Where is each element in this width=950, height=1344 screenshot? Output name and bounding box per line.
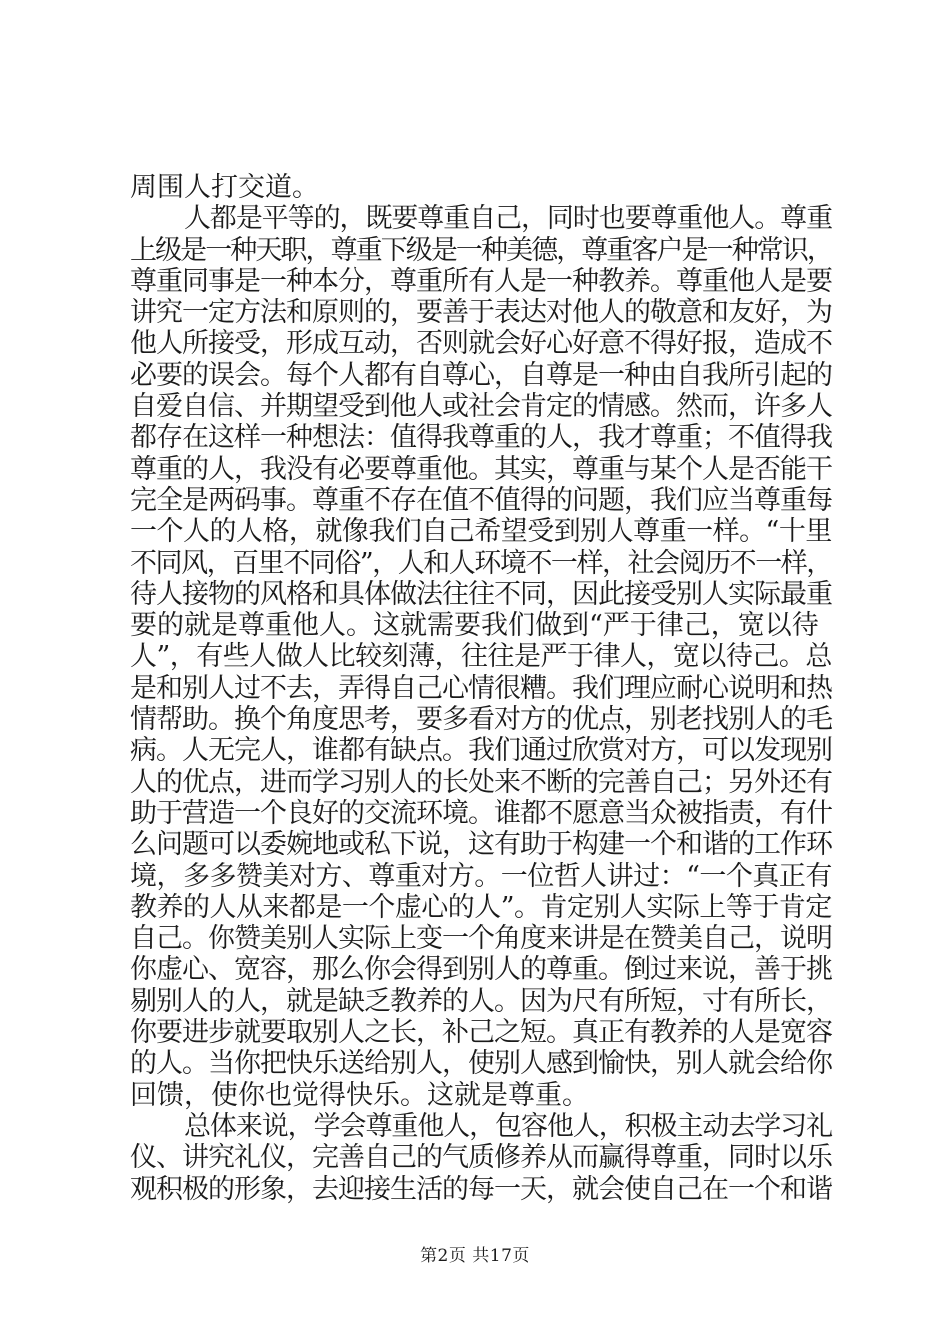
text-line: 要的就是尊重他人。这就需要我们做到“严于律己，宽以待 (130, 610, 819, 642)
body-text (130, 172, 832, 1205)
text-line: 总体来说，学会尊重他人，包容他人，积极主动去学习礼 (184, 1110, 832, 1142)
text-line: 你虚心、宽容，那么你会得到别人的尊重。倒过来说，善于挑 (130, 954, 832, 986)
text-line: 讲究一定方法和原则的，要善于表达对他人的敬意和友好，为 (130, 297, 832, 329)
text-line: 教养的人从来都是一个虚心的人”。肯定别人实际上等于肯定 (130, 891, 832, 923)
text-line: 助于营造一个良好的交流环境。谁都不愿意当众被指责，有什 (130, 797, 832, 829)
text-line: 观积极的形象，去迎接生活的每一天，就会使自己在一个和谐 (130, 1173, 832, 1205)
text-line: 尊重的人，我没有必要尊重他。其实，尊重与某个人是否能干 (130, 453, 832, 485)
text-line: 完全是两码事。尊重不存在值不值得的问题，我们应当尊重每 (130, 484, 832, 516)
text-line: 都存在这样一种想法：值得我尊重的人，我才尊重；不值得我 (130, 422, 832, 454)
text-line: 人”，有些人做人比较刻薄，往往是严于律人，宽以待己。总 (130, 641, 832, 673)
text-line: 么问题可以委婉地或私下说，这有助于构建一个和谐的工作环 (130, 829, 832, 861)
text-line: 病。人无完人，谁都有缺点。我们通过欣赏对方，可以发现别 (130, 735, 832, 767)
text-line: 自己。你赞美别人实际上变一个角度来讲是在赞美自己，说明 (130, 923, 832, 955)
text-line: 他人所接受，形成互动，否则就会好心好意不得好报，造成不 (130, 328, 832, 360)
text-line: 仪、讲究礼仪，完善自己的气质修养从而赢得尊重，同时以乐 (130, 1142, 832, 1174)
text-line: 剔别人的人，就是缺乏教养的人。因为尺有所短，寸有所长， (130, 985, 832, 1017)
text-line: 情帮助。换个角度思考，要多看对方的优点，别老找别人的毛 (130, 704, 832, 736)
text-line: 一个人的人格，就像我们自己希望受到别人尊重一样。“十里 (130, 516, 832, 548)
text-line: 待人接物的风格和具体做法往往不同，因此接受别人实际最重 (130, 578, 832, 610)
text-line: 尊重同事是一种本分，尊重所有人是一种教养。尊重他人是要 (130, 265, 832, 297)
text-line: 境，多多赞美对方、尊重对方。一位哲人讲过：“一个真正有 (130, 860, 832, 892)
text-line: 周围人打交道。 (130, 172, 319, 203)
page-footer: 第2页 共17页 (420, 1246, 530, 1266)
text-line: 必要的误会。每个人都有自尊心，自尊是一种由自我所引起的 (130, 359, 832, 391)
text-line: 回馈，使你也觉得快乐。这就是尊重。 (130, 1079, 589, 1111)
text-line: 是和别人过不去，弄得自己心情很糟。我们理应耐心说明和热 (130, 672, 832, 704)
text-line: 人的优点，进而学习别人的长处来不断的完善自己；另外还有 (130, 766, 832, 798)
text-line: 人都是平等的，既要尊重自己，同时也要尊重他人。尊重 (184, 203, 832, 235)
text-line: 不同风，百里不同俗”，人和人环境不一样，社会阅历不一样， (130, 547, 832, 579)
text-line: 上级是一种天职，尊重下级是一种美德，尊重客户是一种常识， (130, 234, 832, 266)
text-line: 自爱自信、并期望受到他人或社会肯定的情感。然而，许多人 (130, 391, 832, 423)
text-line: 的人。当你把快乐送给别人，使别人感到愉快，别人就会给你 (130, 1048, 832, 1080)
text-line: 你要进步就要取别人之长，补己之短。真正有教养的人是宽容 (130, 1017, 832, 1049)
